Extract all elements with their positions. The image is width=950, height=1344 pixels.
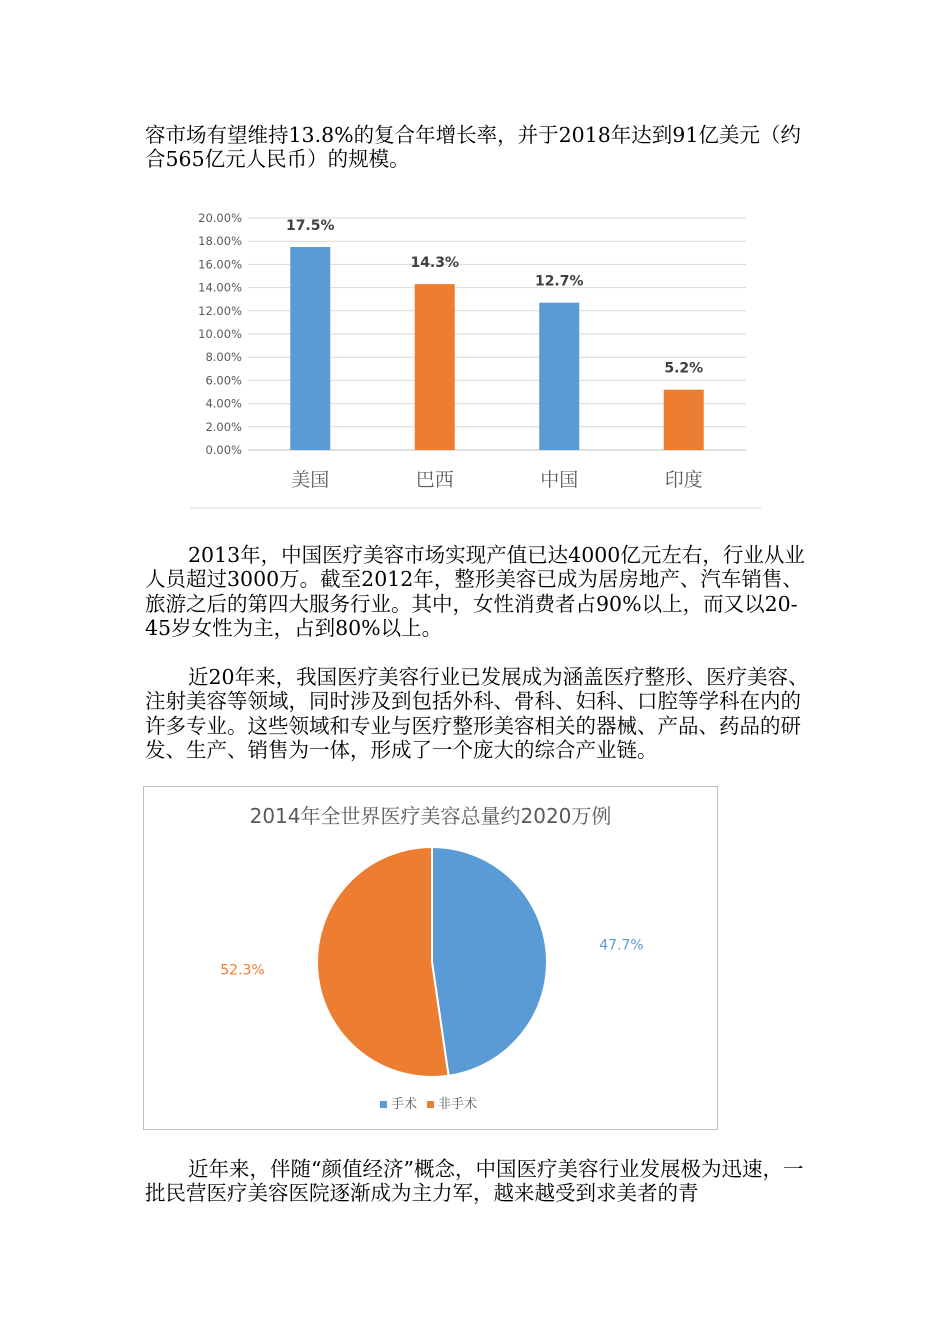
y-tick-label: 12.00% xyxy=(198,303,242,318)
pie-title: 2014年全世界医疗美容总量约2020万例 xyxy=(249,804,612,828)
y-tick-label: 18.00% xyxy=(198,234,242,249)
bar-3 xyxy=(664,390,704,450)
bar-data-label: 5.2% xyxy=(664,360,704,377)
y-tick-label: 6.00% xyxy=(205,373,242,388)
bar-data-label: 14.3% xyxy=(410,255,460,272)
y-tick-label: 2.00% xyxy=(205,419,242,434)
paragraph-1: 容市场有望维持13.8%的复合年增长率，并于2018年达到91亿美元（约合565亿元人民币）的规模。 xyxy=(145,123,801,172)
bar-2 xyxy=(539,303,579,450)
pie-slice-1 xyxy=(317,847,449,1077)
pie-chart-svg xyxy=(144,787,717,1129)
paragraph-3: 近20年来，我国医疗美容行业已发展成为涵盖医疗整形、医疗美容、注射美容等领域，同时涉及到包括外科、骨科、妇科、口腔等学科在内的许多专业。这些领域和专业与医疗整形美容相关的器械、产品、药品的研发、生产、销售为一体，形成了一个庞大的综合产业链。 xyxy=(145,665,809,762)
bar-data-label: 12.7% xyxy=(534,273,584,290)
bar-0 xyxy=(290,247,330,450)
y-tick-label: 0.00% xyxy=(205,443,242,457)
x-category-label: 中国 xyxy=(540,469,579,491)
bar-chart xyxy=(188,200,763,512)
x-category-label: 巴西 xyxy=(415,469,454,491)
y-tick-label: 10.00% xyxy=(198,327,242,341)
bar-data-label: 17.5% xyxy=(285,218,335,234)
bar-chart-svg xyxy=(188,200,763,512)
paragraph-2: 2013年，中国医疗美容市场实现产值已达4000亿元左右，行业从业人员超过3000万。截至2012年，整形美容已成为居房地产、汽车销售、旅游之后的第四大服务行业。其中，女性消费者占90%以上，而又以20-45岁女性为主，占到80%以上。 xyxy=(145,543,805,640)
legend-swatch xyxy=(380,1101,387,1108)
x-category-label: 美国 xyxy=(291,469,330,491)
y-tick-label: 20.00% xyxy=(198,211,242,225)
y-tick-label: 4.00% xyxy=(205,396,242,411)
legend-label: 手术 xyxy=(391,1097,418,1112)
paragraph-4: 近年来，伴随“颜值经济”概念，中国医疗美容行业发展极为迅速，一批民营医疗美容医院逐渐成为主力军，越来越受到求美者的青 xyxy=(145,1157,804,1206)
pie-data-label: 52.3% xyxy=(220,962,265,979)
y-tick-label: 8.00% xyxy=(205,350,242,365)
pie-slice-0 xyxy=(432,847,547,1076)
legend-swatch xyxy=(427,1101,434,1108)
legend-label: 非手术 xyxy=(438,1097,478,1112)
y-tick-label: 14.00% xyxy=(198,280,242,295)
y-tick-label: 16.00% xyxy=(198,257,242,272)
bar-1 xyxy=(415,284,455,450)
x-category-label: 印度 xyxy=(664,469,703,491)
pie-data-label: 47.7% xyxy=(599,937,644,954)
pie-chart xyxy=(143,786,718,1130)
